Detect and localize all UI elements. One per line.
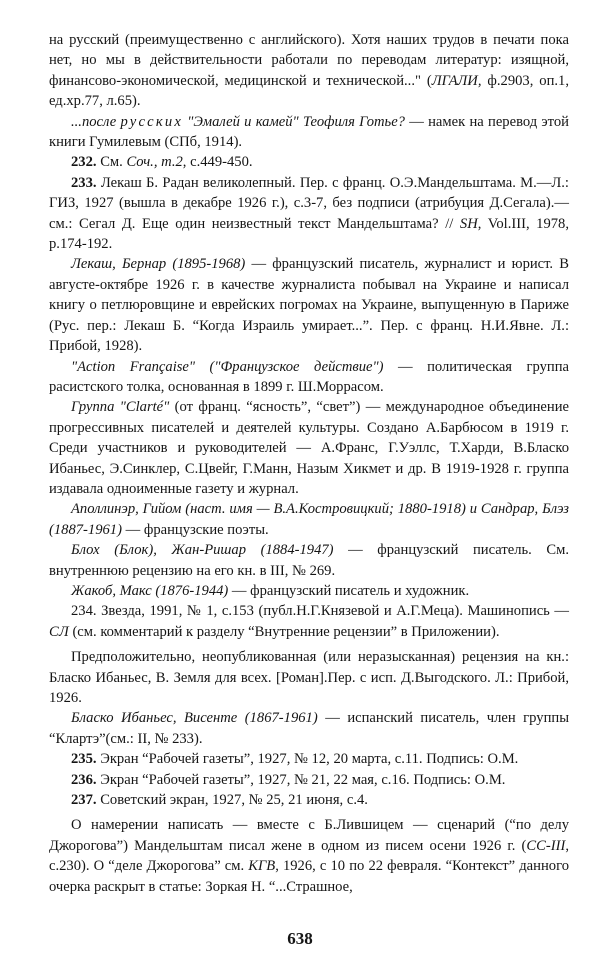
text-run: См. (96, 154, 127, 171)
text-run: Жакоб, Макс (1876-1944) (71, 582, 229, 599)
text-run: 237. (71, 792, 97, 809)
text-run: 235. (71, 751, 97, 768)
paragraph (49, 581, 569, 601)
text-run: SH (459, 215, 478, 232)
text-run: Советский экран, 1927, № 25, 21 июня, с.4. (96, 792, 368, 809)
text-run: — намек на перевод этой книги Гумилевым (СПб, 1914). (49, 113, 569, 151)
text-run: на русский (преимущественно с английского). Хотя наших трудов в печати пока нет, но мы в действительности работали по переводам литератур: изящной, финансово-экономической, медицинской и технической..." ( (49, 32, 569, 89)
paragraph (49, 254, 569, 356)
paragraph (49, 601, 569, 642)
paragraph (49, 749, 569, 769)
text-run: — испанский писатель, член группы “Клартэ”(см.: II, № 233). (49, 710, 569, 747)
text-run: Лекаш Б. Радан великолепный. Пер. с франц. О.Э.Мандельштама. М.—Л.: ГИЗ, 1927 (вышла в декабре 1926 г.), с.3-7, без подписи (атрибуция Д.Сегала).— см.: Сегал Д. Еще один неизвестный текст Мандельштама? // (49, 174, 569, 232)
text-run: "Action Française" ("Французское действие") (71, 358, 384, 375)
paragraph (49, 397, 569, 499)
text-run: 233. (71, 174, 97, 191)
paragraph (49, 357, 569, 398)
text-run: Соч., т.2 (126, 154, 183, 171)
text-run: О намерении написать — вместе с Б.Лившицем — сценарий (“по делу Джорогова”) Мандельштам писал жене в одном из писем осени 1926 г. ( (49, 817, 569, 854)
paragraph (49, 647, 569, 708)
text-run: 236. (71, 771, 97, 788)
text-run: , с.449-450. (182, 154, 253, 171)
text-run: — французский писатель. См. внутреннюю рецензию на его кн. в III, № 269. (49, 542, 569, 579)
text-run: 234. Звезда, 1991, № 1, с.153 (публ.Н.Г.Князевой и А.Г.Меца). Машинопись — (71, 603, 569, 620)
paragraph (49, 708, 569, 749)
text-run: "Эмалей и камей" Теофиля Готье? (183, 113, 405, 130)
text-run: — французские поэты. (121, 521, 269, 538)
paragraph (49, 173, 569, 255)
paragraph (49, 815, 569, 897)
text-run: ф.2903, оп.1, ед.хр.77, л.65). (49, 72, 569, 110)
text-run: (от франц. “ясность”, “свет”) — международное объединение прогрессивных писателей и деятелей культуры. Создано А.Барбюсом в 1919 г. Среди участников и руководителей — А.Франс, Г.Уэллс, Т.Харди, В.Бласко Ибаньес, Э.Синклер, С.Цвейг, Г.Манн, Назым Хикмет и др. В 1919-1928 г. группа издавала одноименные газету и журнал. (49, 399, 569, 497)
page-number: 638 (287, 929, 313, 948)
document-body (49, 30, 569, 897)
paragraph (49, 112, 569, 153)
text-run: (см. комментарий к разделу “Внутренние рецензии” в Приложении). (68, 623, 500, 640)
text-run: , 1926, с 10 по 22 февраля. “Контекст” данного очерка раскрыт в статье: Зоркая Н. “...Страшное, (49, 858, 569, 895)
paragraph (49, 770, 569, 790)
text-run: ЛГАЛИ, (431, 72, 482, 89)
text-run: ...после (71, 113, 121, 130)
text-run: — политическая группа расистского толка, основанная в 1899 г. Ш.Моррасом. (49, 358, 570, 395)
text-run: Аполлинэр, Гийом (наст. имя — В.А.Костровицкий; 1880-1918) и Сандрар, Блэз (1887-1961) (49, 501, 569, 538)
text-run: , Vol.III, 1978, p.174-192. (49, 215, 570, 253)
text-run: 232. (71, 154, 97, 171)
text-run: Бласко Ибаньес, Висенте (1867-1961) (71, 710, 318, 727)
text-run: СЛ (49, 623, 69, 640)
paragraph (49, 30, 569, 112)
text-run: — французский писатель, журналист и юрист. В августе-октябре 1926 г. в качестве журналиста побывал на Украине и написал книгу о петлюровщине и еврейских погромах на Украине, выпущенную в Париже (Рус. пер.: Лекаш Б. “Когда Израиль умирает...”. Пер. с франц. Н.И.Явне. Л.: Прибой, 1928). (49, 256, 569, 355)
text-run: Лекаш, Бернар (1895-1968) (71, 256, 246, 273)
paragraph (49, 790, 569, 810)
text-run: , с.230). О “деле Джорогова” см. (49, 837, 569, 875)
text-run: Блох (Блок), Жан-Ришар (1884-1947) (71, 542, 334, 559)
text-run: — французский писатель и художник. (228, 582, 470, 599)
text-run: КГВ (248, 858, 276, 875)
text-run: Экран “Рабочей газеты”, 1927, № 12, 20 марта, с.11. Подпись: О.М. (96, 751, 519, 768)
text-run: СС-III (526, 837, 566, 854)
paragraph (49, 152, 569, 172)
text-run: Экран “Рабочей газеты”, 1927, № 21, 22 мая, с.16. Подпись: О.М. (96, 771, 506, 788)
paragraph (49, 540, 569, 581)
paragraph (49, 499, 569, 540)
text-run: русских (120, 113, 184, 130)
text-run: Группа "Clarté" (71, 399, 170, 416)
text-run: Предположительно, неопубликованная (или неразысканная) рецензия на кн.: Бласко Ибаньес, В. Земля для всех. [Роман].Пер. с исп. Д.Выгодского. Л.: Прибой, 1926. (49, 649, 569, 706)
